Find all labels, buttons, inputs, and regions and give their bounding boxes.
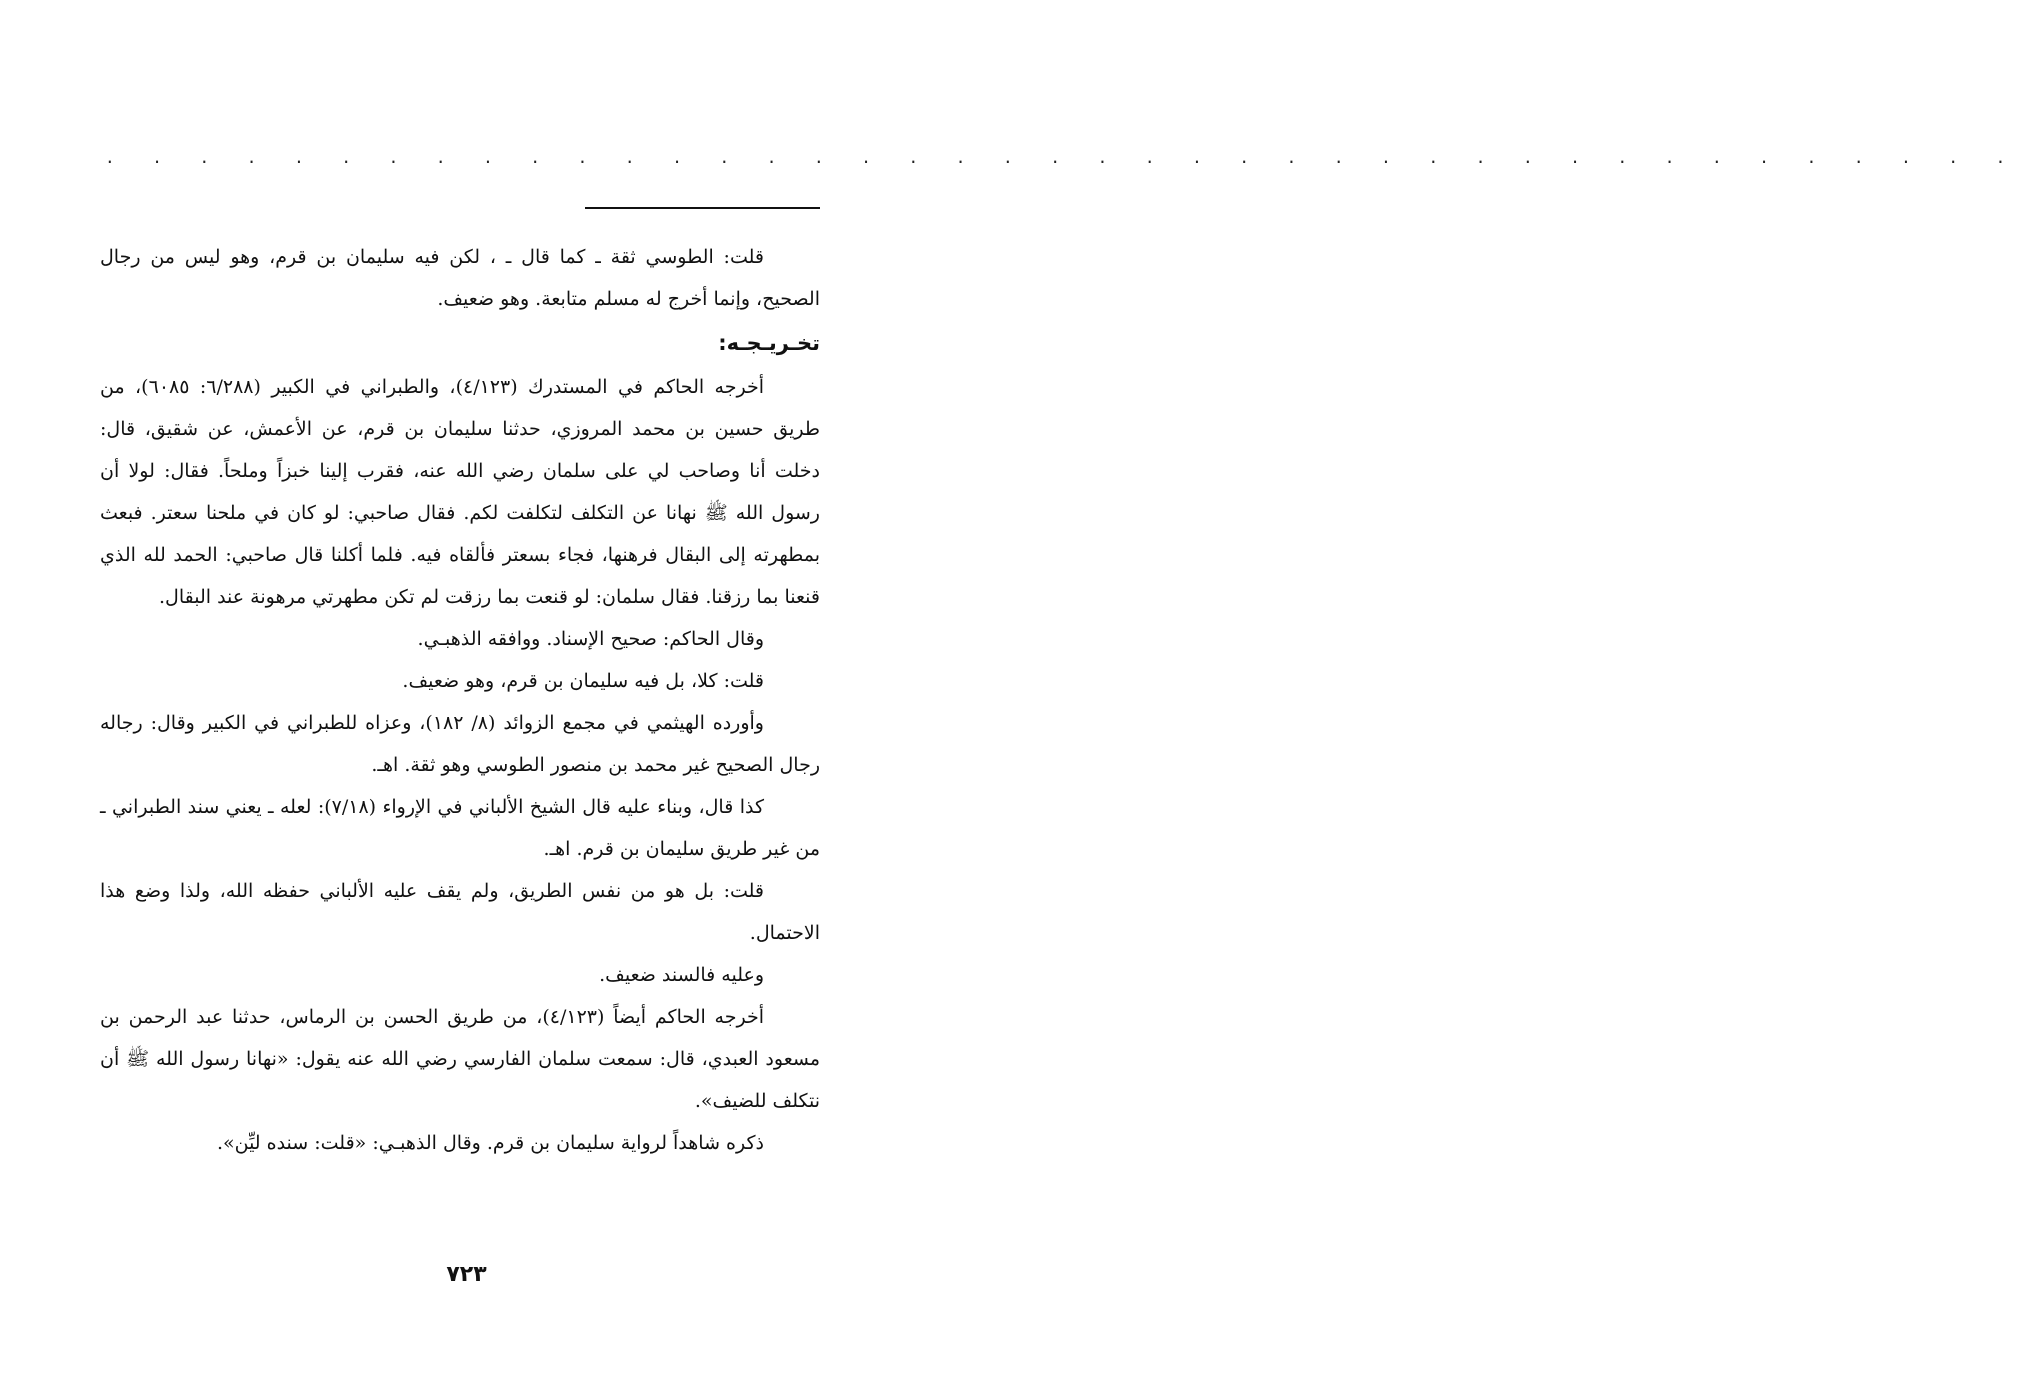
paragraph-7: قلت: بل هو من نفس الطريق، ولم يقف عليه الألباني حفظه الله، ولذا وضع هذا الاحتمال. (100, 880, 820, 944)
paragraph-3: وقال الحاكم: صحيح الإسناد. ووافقه الذهبـي. (417, 628, 764, 650)
paragraph-6: كذا قال، وبناء عليه قال الشيخ الألباني في الإرواء (٧/١٨): لعله ـ يعني سند الطبراني ـ من غير طريق سليمان بن قرم. اهـ. (100, 796, 820, 860)
page-number: ٧٢٣ (446, 1262, 487, 1287)
section-heading: تخـريـجـه: (718, 331, 820, 355)
paragraph-4: قلت: كلا، بل فيه سليمان بن قرم، وهو ضعيف. (402, 670, 764, 692)
paragraph-1: قلت: الطوسي ثقة ـ كما قال ـ ، لكن فيه سليمان بن قرم، وهو ليس من رجال الصحيح، وإنما أخرج له مسلم متابعة. وهو ضعيف. (100, 246, 820, 310)
paragraph-2: أخرجه الحاكم في المستدرك (٤/١٢٣)، والطبراني في الكبير (٦/٢٨٨: ٦٠٨٥)، من طريق حسين بن محمد المروزي، حدثنا سليمان بن قرم، عن الأعمش، عن شقيق، قال: دخلت أنا وصاحب لي على سلمان رضي الله عنه، فقرب إلينا خبزاً وملحاً. فقال: لولا أن رسول الله ﷺ نهانا عن التكلف لتكلفت لكم. فقال صاحبي: لو كان في ملحنا سعتر. فبعث بمطهرته إلى البقال فرهنها، فجاء بسعتر فألقاه فيه. فلما أكلنا قال صاحبي: الحمد لله الذي قنعنا بما رزقنا. فقال سلمان: لو قنعت بما رزقت لم تكن مطهرتي مرهونة عند البقال. (100, 376, 820, 608)
paragraph-9: أخرجه الحاكم أيضاً (٤/١٢٣)، من طريق الحسن بن الرماس، حدثنا عبد الرحمن بن مسعود العبدي، قال: سمعت سلمان الفارسي رضي الله عنه يقول: «نهانا رسول الله ﷺ أن نتكلف للضيف». (100, 1006, 820, 1112)
body-text (100, 236, 820, 1164)
footnote-rule (585, 207, 820, 209)
paragraph-10: ذكره شاهداً لرواية سليمان بن قرم. وقال الذهبـي: «قلت: سنده ليِّن». (216, 1132, 764, 1154)
paragraph-8: وعليه فالسند ضعيف. (599, 964, 764, 986)
paragraph-5: وأورده الهيثمي في مجمع الزوائد (٨/ ١٨٢)، وعزاه للطبراني في الكبير وقال: رجاله رجال الصحيح غير محمد بن منصور الطوسي وهو ثقة. اهـ. (100, 712, 820, 776)
dotted-separator: . . . . . . . . . . . . . . . . . . . . . . . . . . . . . . . . . . . . . . . . . (105, 148, 2019, 167)
